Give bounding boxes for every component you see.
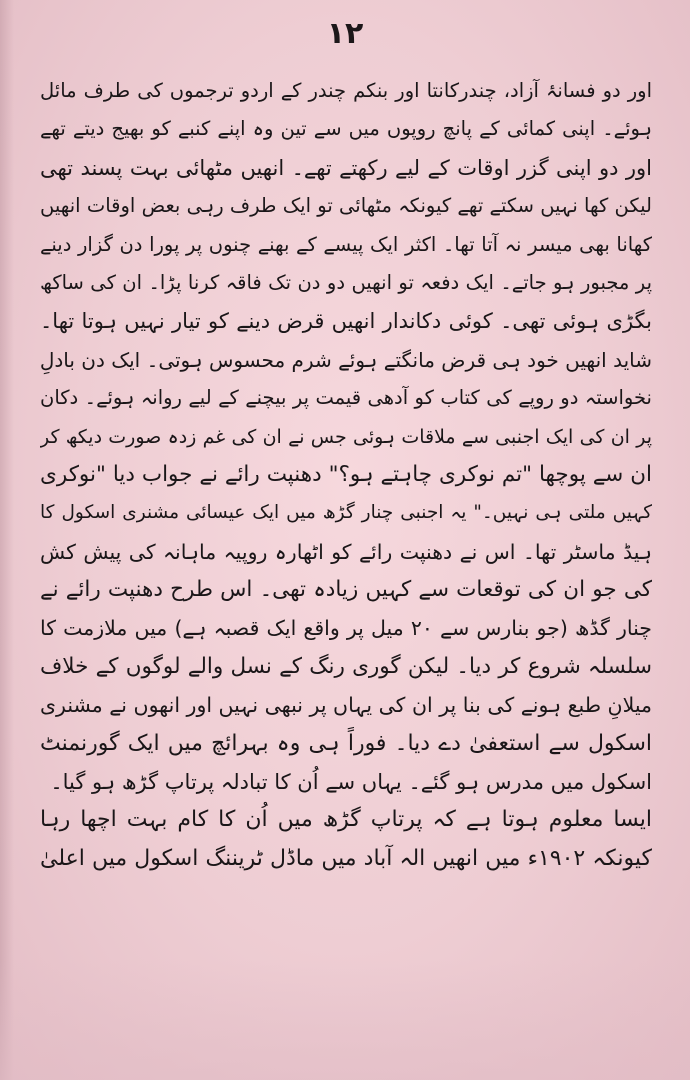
text-line: اسکول سے استعفیٰ دے دیا۔ فوراً ہی وہ بہرائچ میں ایک گورنمنٹ: [40, 730, 652, 756]
text-line: کھانا بھی میسر نہ آتا تھا۔ اکثر ایک پیسے کے بھنے چنوں پر پورا دن گزار دینے: [40, 232, 652, 256]
text-line: ایسا معلوم ہوتا ہے کہ پرتاپ گڑھ میں اُن کا کام بہت اچھا رہا: [40, 807, 652, 833]
text-line: پر مجبور ہو جاتے۔ ایک دفعہ تو انھیں دو دن تک فاقہ کرنا پڑا۔ ان کی ساکھ: [40, 270, 652, 294]
text-line: سلسلہ شروع کر دیا۔ لیکن گوری رنگ کے نسل والے لوگوں کے خلاف: [40, 653, 652, 679]
text-line: چنار گڈھ (جو بنارس سے ۲۰ میل پر واقع ایک قصبہ ہے) میں ملازمت کا: [40, 616, 652, 641]
page-number: ۱۲: [326, 16, 364, 51]
page-shadow-edge: [0, 0, 14, 1080]
text-line: اسکول میں مدرس ہو گئے۔ یہاں سے اُن کا تبادلہ پرتاپ گڑھ ہو گیا۔: [50, 770, 652, 795]
text-line: کیونکہ ۱۹۰۲ء میں انھیں الہ آباد میں ماڈل ٹریننگ اسکول میں اعلیٰ: [40, 845, 652, 871]
body-text: [40, 72, 652, 878]
text-line: شاید انھیں خود ہی قرض مانگتے ہوئے شرم محسوس ہوتی۔ ایک دن بادلِ: [40, 347, 652, 372]
page-shading: [0, 960, 690, 1080]
text-line: کہیں ملتی ہی نہیں۔" یہ اجنبی چنار گڑھ میں ایک عیسائی مشنری اسکول کا: [40, 502, 652, 524]
text-line: ہیڈ ماسٹر تھا۔ اس نے دھنپت رائے کو اٹھارہ روپیہ ماہانہ کی پیش کش: [40, 539, 652, 564]
text-line: اور دو اپنی گزر اوقات کے لیے رکھتے تھے۔ انھیں مٹھائی بہت پسند تھی: [40, 155, 652, 180]
text-line: ہوئے۔ اپنی کمائی کے پانچ روپوں میں سے تین وہ اپنے کنبے کو بھیج دیتے تھے: [40, 117, 652, 141]
text-line: پر ان کی ایک اجنبی سے ملاقات ہوئی جس نے ان کی غم زدہ صورت دیکھ کر: [40, 425, 652, 448]
text-line: اور دو فسانۂ آزاد، چندرکانتا اور بنکم چندر کے اردو ترجموں کی طرف مائل: [40, 79, 652, 102]
text-line: میلانِ طبع ہونے کی بنا پر ان کی یہاں پر نبھی نہیں اور انھوں نے مشنری: [40, 693, 652, 718]
text-line: لیکن کھا نہیں سکتے تھے کیونکہ مٹھائی تو ایک طرف رہی بعض اوقات انھیں: [40, 194, 652, 218]
text-line: کی جو ان کی توقعات سے کہیں زیادہ تھی۔ اس طرح دھنپت رائے نے: [40, 577, 652, 603]
text-line: نخواستہ دو روپے کی کتاب کو آدھی قیمت پر بیچنے کے لیے روانہ ہوئے۔ دکان: [40, 386, 652, 410]
text-line: ان سے پوچھا "تم نوکری چاہتے ہو؟" دھنپت رائے نے جواب دیا "نوکری: [40, 461, 652, 487]
text-line: بگڑی ہوئی تھی۔ کوئی دکاندار انھیں قرض دینے کو تیار نہیں ہوتا تھا۔: [40, 309, 652, 334]
